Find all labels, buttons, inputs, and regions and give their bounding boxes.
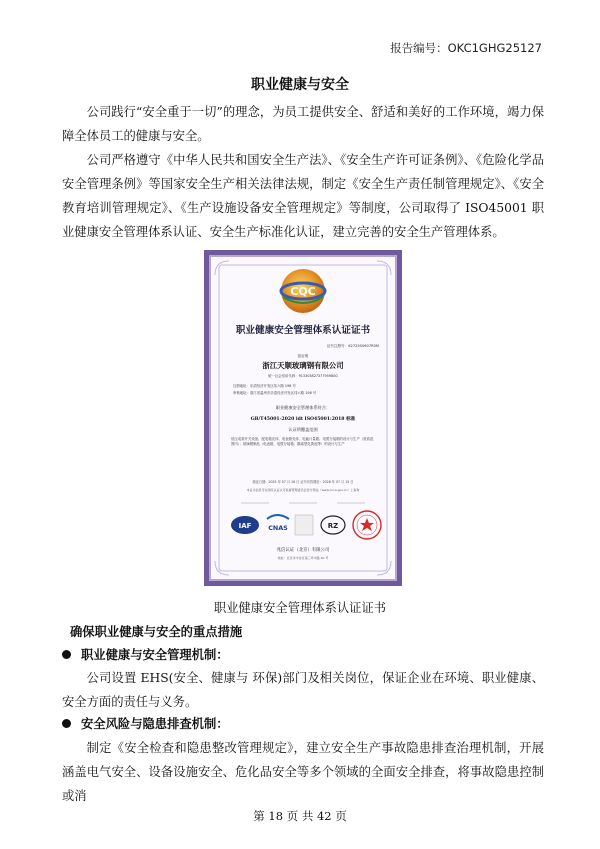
operating-address: 审核地址：浙江省温州市乐清经济开发区纬六路 198 号 <box>233 391 317 395</box>
red-seal-icon <box>353 511 381 539</box>
iaf-badge-icon <box>231 516 259 534</box>
scope-label: 认证所覆盖范围 <box>288 427 318 432</box>
bullet-dot-icon <box>62 719 71 728</box>
certificate-body <box>209 255 397 581</box>
cnas-badge-text: CNAS <box>268 524 288 532</box>
report-number: 报告编号：OKC1GHG25127 <box>390 41 542 55</box>
certify-label: 兹证明 <box>297 354 309 358</box>
certificate-note: 本证书信息可在国家认证认可监督管理委员会官方网站（www.cnca.gov.cn）上查询 <box>246 488 360 492</box>
registered-address: 注册地址：乐清经济开发区纬六路 198 号 <box>233 384 296 388</box>
iaf-badge-text: IAF <box>238 522 252 530</box>
intro-paragraph: 公司践行“安全重于一切”的理念，为员工提供安全、舒适和美好的工作环境，竭力保障全体员工的健康与安全。 <box>62 105 544 143</box>
certificate-standard: GB/T45001-2020 idt ISO45001:2018 标准 <box>250 417 356 422</box>
certificate-title: 职业健康安全管理体系认证证书 <box>235 325 371 336</box>
certificate-number: 证书注册号：62725S0607R0M <box>326 344 379 348</box>
bullet-management-mechanism <box>62 645 229 663</box>
rz-badge-text: RZ <box>327 522 339 530</box>
credit-code: 统一社会信用代码：91330382737795980G <box>268 374 338 378</box>
inspection-paragraph: 制定《安全检查和隐患整改管理规定》，建立安全生产事故隐患排查治理机制，开展涵盖电气安全、设备设施安全、危化品安全等多个领域的全面安全排查，将事故隐患控制或消 <box>62 741 544 803</box>
certificate-dates: 颁证日期：2025 年 07 月 16 日 证书有效期至：2028 年 07 月 15 日 <box>252 480 354 484</box>
page-title: 职业健康与安全 <box>251 77 349 93</box>
certificate-company: 浙江天顺玻璃钢有限公司 <box>262 361 344 370</box>
cnas-badge-icon <box>267 515 289 532</box>
issuer-address: 地址：北京市丰台区南三环中路 20 号 <box>277 556 329 560</box>
section-title: 确保职业健康与安全的重点措施 <box>70 625 243 639</box>
ehs-paragraph: 公司设置 EHS(安全、健康与 环保)部门及相关岗位，保证企业在环境、职业健康、安全方面的责任与义务。 <box>62 671 544 709</box>
certificate-caption: 职业健康安全管理体系认证证书 <box>213 601 387 615</box>
regulations-paragraph: 公司严格遵守《中华人民共和国安全生产法》、《安全生产许可证条例》、《危险化学品安全管理条例》等国家安全生产相关法律法规，制定《安全生产责任制管理规定》、《安全教育培训管理规定》、《生产设施设备安全管理规定》等制度，公司取得了 ISO45001 职业健康安全管理体系认证、安全生产标准化认证，建立完善的安全生产管理体系。 <box>62 153 544 239</box>
bullet-risk-mechanism <box>62 714 229 732</box>
certificate-issuer: 兆信认证（北京）有限公司 <box>276 548 330 553</box>
certificate-image <box>204 250 402 586</box>
conform-label: 职业健康安全管理体系符合： <box>275 405 331 410</box>
scope-text: 低压成套开关设备、配电箱壳体、电表箱壳体、电能计量箱、电缆分接箱的设计与生产（资质范围内）；玻璃钢制品（电表箱、电缆分接箱、隔离型化粪池等）的设计与生产 <box>231 437 374 446</box>
bullet-label: 职业健康与安全管理机制： <box>81 648 229 662</box>
bullet-dot-icon <box>62 650 71 659</box>
bullet-label: 安全风险与隐患排查机制： <box>81 717 229 731</box>
page-number: 第 18 页 共 42 页 <box>253 809 347 823</box>
certificate-logo-text: CQC <box>290 285 316 298</box>
certificate-logo-icon <box>281 269 325 313</box>
rz-badge-icon <box>321 516 345 534</box>
